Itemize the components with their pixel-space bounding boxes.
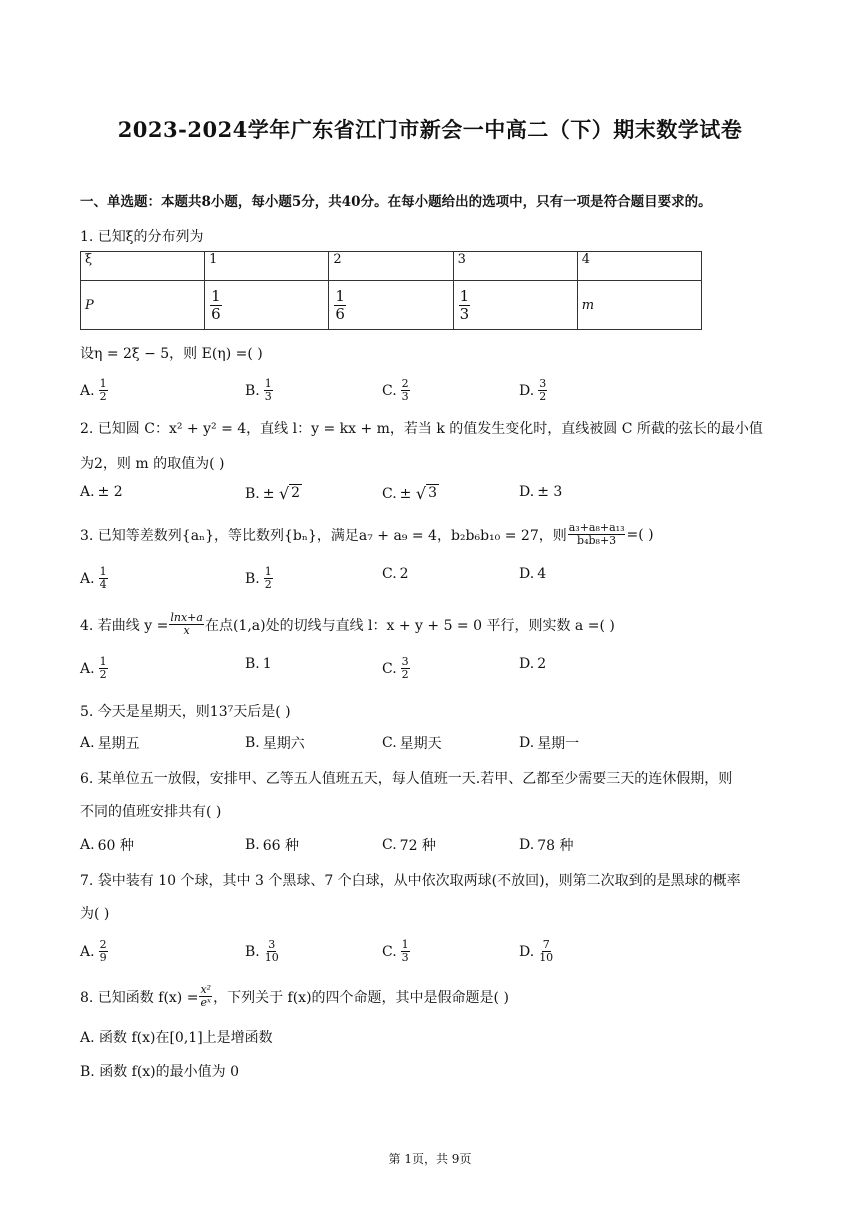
option-label: D. [519, 566, 535, 582]
option-text: 78 种 [537, 838, 574, 854]
denominator: 4 [99, 578, 107, 591]
q5-stem: 5. 今天是星期天，则13⁷天后是( ) [80, 704, 291, 720]
option-text: ± 2 [97, 484, 123, 500]
option-c [382, 566, 409, 582]
q7-line2: 为( ) [80, 906, 110, 922]
table-cell [81, 281, 205, 330]
fraction [401, 656, 410, 681]
denominator: 10 [264, 951, 279, 964]
fraction [538, 378, 547, 403]
fraction [169, 612, 204, 637]
q4-options [80, 656, 780, 682]
q4-stem [80, 612, 615, 637]
denominator: 3 [401, 951, 409, 964]
table-cell: 4 [577, 252, 701, 281]
option-label: A. [80, 570, 95, 587]
denominator: 3 [401, 390, 409, 403]
option-text: ± [262, 485, 275, 502]
option-b [245, 835, 299, 855]
option-label: B. [245, 656, 260, 672]
option-label: D. [519, 735, 535, 751]
option-b [245, 484, 302, 503]
option-d [519, 733, 579, 753]
denominator: 2 [99, 390, 107, 403]
option-text: 1 [262, 656, 272, 672]
q3-stem [80, 522, 654, 547]
numerator: 1 [264, 565, 272, 578]
table-cell [453, 281, 577, 330]
numerator: 1 [264, 377, 272, 390]
option-text: 60 种 [97, 838, 134, 854]
numerator: lnx+a [170, 611, 203, 624]
fraction [401, 939, 410, 964]
option-text: 星期六 [262, 736, 305, 752]
option-c [382, 484, 439, 503]
option-d [519, 939, 555, 964]
option-label: C. [382, 660, 397, 677]
option-label: B. [245, 570, 260, 587]
numerator: 3 [268, 938, 276, 951]
q1-stem: 1. 已知ξ的分布列为 [80, 229, 204, 245]
denominator: x [183, 624, 190, 637]
option-b [245, 656, 272, 672]
page-footer: 第 1页，共 9页 [388, 1152, 472, 1166]
fraction [334, 288, 346, 323]
option-text: 4 [537, 566, 547, 582]
option-c [382, 656, 411, 681]
option-c [382, 939, 411, 964]
denominator: 2 [539, 390, 547, 403]
option-label: A. [80, 484, 95, 500]
q3-text: 3. 已知等差数列{aₙ}，等比数列{bₙ}，满足a₇ + a₉ = 4，b₂b₆b₁₀ = 27，则 [80, 527, 567, 544]
option-label: D. [519, 484, 535, 500]
q8-option-b: B. 函数 f(x)的最小值为 0 [80, 1064, 239, 1080]
option-d [519, 378, 548, 403]
numerator: 1 [99, 377, 107, 390]
option-label: B. [245, 485, 260, 502]
numerator: 1 [99, 565, 107, 578]
denominator: 3 [459, 304, 470, 323]
sqrt [416, 484, 439, 503]
q1-options [80, 378, 780, 404]
fraction [264, 566, 273, 591]
option-c [382, 733, 442, 753]
option-a [80, 378, 109, 403]
option-d [519, 656, 546, 672]
denominator: b₄b₈+3 [577, 534, 617, 547]
numerator: 3 [401, 655, 409, 668]
option-text: 72 种 [399, 838, 436, 854]
numerator: a₃+a₈+a₁₃ [568, 521, 625, 534]
q3-tail: =( ) [626, 526, 654, 543]
option-b [245, 566, 274, 591]
option-a [80, 939, 109, 964]
distribution-table [80, 251, 702, 330]
q4-prefix: 4. 若曲线 y = [80, 617, 169, 634]
option-label: B. [245, 735, 260, 751]
option-b [245, 733, 305, 753]
q8-stem [80, 984, 509, 1009]
table-cell: 1 [205, 252, 329, 281]
table-cell: 2 [329, 252, 453, 281]
denominator: 6 [335, 304, 345, 323]
fraction [99, 939, 108, 964]
denominator: 2 [99, 668, 107, 681]
q2-line2: 为2，则 m 的取值为( ) [80, 456, 225, 472]
option-label: A. [80, 837, 95, 853]
option-label: D. [519, 837, 535, 853]
option-label: B. [245, 943, 260, 960]
numerator: 1 [211, 286, 221, 305]
denominator: eˣ [200, 996, 211, 1009]
option-label: C. [382, 735, 397, 751]
option-text: ± 3 [537, 484, 563, 500]
fraction [264, 378, 273, 403]
table-row [81, 252, 702, 281]
denominator: 10 [539, 951, 554, 964]
fraction [99, 656, 108, 681]
option-label: C. [382, 485, 397, 502]
q8-tail: ，下列关于 f(x)的四个命题，其中是假命题是( ) [213, 989, 509, 1006]
q6-options [80, 835, 780, 861]
numerator: 2 [99, 938, 107, 951]
option-a [80, 835, 134, 855]
fraction [264, 939, 280, 964]
option-text: ± [399, 485, 412, 502]
option-label: A. [80, 382, 95, 399]
option-a [80, 484, 123, 500]
denominator: 2 [264, 578, 272, 591]
option-label: C. [382, 382, 397, 399]
option-d [519, 484, 562, 500]
radicand: 2 [291, 485, 301, 501]
q8-option-a: A. 函数 f(x)在[0,1]上是增函数 [80, 1030, 273, 1046]
option-a [80, 733, 140, 753]
option-label: D. [519, 382, 535, 399]
table-label: P [85, 297, 94, 313]
option-text: 星期五 [97, 736, 140, 752]
option-text: 66 种 [262, 838, 300, 854]
option-label: D. [519, 656, 535, 672]
table-cell: 3 [453, 252, 577, 281]
fraction [568, 522, 626, 547]
numerator: x² [200, 983, 212, 996]
option-label: D. [519, 943, 535, 960]
denominator: 2 [401, 668, 409, 681]
option-b [245, 378, 274, 403]
denominator: 3 [264, 390, 272, 403]
fraction [210, 288, 222, 323]
option-d [519, 835, 573, 855]
numerator: 1 [459, 286, 470, 305]
q6-line2: 不同的值班安排共有( ) [80, 804, 222, 820]
option-c [382, 835, 436, 855]
q4-tail: 在点(1,a)处的切线与直线 l：x + y + 5 = 0 平行，则实数 a =( ) [204, 617, 615, 634]
option-c [382, 378, 411, 403]
option-label: B. [245, 837, 260, 853]
q2-options [80, 484, 780, 510]
numerator: 1 [335, 286, 345, 305]
q3-options [80, 566, 780, 592]
radicand: 3 [428, 485, 437, 501]
option-d [519, 566, 546, 582]
option-label: A. [80, 660, 95, 677]
option-label: C. [382, 943, 397, 960]
table-row [81, 281, 702, 330]
q7-options [80, 939, 780, 965]
numerator: 1 [99, 655, 107, 668]
q5-options [80, 733, 780, 759]
table-cell: ξ [81, 252, 205, 281]
q7-line1: 7. 袋中装有 10 个球，其中 3 个黑球、7 个白球，从中依次取两球(不放回)，则第二次取到的是黑球的概率 [80, 873, 741, 889]
radical-sign: √ [415, 484, 427, 503]
fraction [459, 288, 471, 323]
option-label: B. [245, 382, 260, 399]
section-heading: 一、单选题：本题共8小题，每小题5分，共40分。在每小题给出的选项中，只有一项是符合题目要求的。 [80, 194, 712, 210]
option-label: A. [80, 943, 95, 960]
denominator: 6 [211, 304, 221, 323]
option-a [80, 566, 109, 591]
radical-sign: √ [278, 484, 290, 503]
fraction [538, 939, 554, 964]
option-text: 2 [399, 566, 409, 582]
fraction [401, 378, 410, 403]
numerator: 7 [542, 938, 550, 951]
option-a [80, 656, 109, 681]
fraction [199, 984, 212, 1009]
option-label: C. [382, 837, 397, 853]
table-cell [329, 281, 453, 330]
option-text: 2 [537, 656, 547, 672]
q2-line1: 2. 已知圆 C：x² + y² = 4，直线 l：y = kx + m，若当 k 的值发生变化时，直线被圆 C 所截的弦长的最小值 [80, 421, 763, 437]
option-label: C. [382, 566, 397, 582]
option-label: A. [80, 735, 95, 751]
table-value: m [581, 297, 595, 313]
q6-line1: 6. 某单位五一放假，安排甲、乙等五人值班五天，每人值班一天.若甲、乙都至少需要三天的连休假期，则 [80, 771, 733, 787]
q1-follow: 设η = 2ξ − 5，则 E(η) =( ) [80, 346, 263, 362]
q8-prefix: 8. 已知函数 f(x) = [80, 989, 199, 1006]
table-cell [577, 281, 701, 330]
page-title: 2023-2024学年广东省江门市新会一中高二（下）期末数学试卷 [117, 117, 743, 142]
sqrt [279, 484, 302, 503]
option-b [245, 939, 281, 964]
table-cell [205, 281, 329, 330]
numerator: 1 [401, 938, 409, 951]
numerator: 3 [539, 377, 547, 390]
option-text: 星期一 [537, 736, 580, 752]
denominator: 9 [99, 951, 107, 964]
fraction [99, 566, 108, 591]
fraction [99, 378, 108, 403]
numerator: 2 [401, 377, 409, 390]
option-text: 星期天 [399, 736, 442, 752]
